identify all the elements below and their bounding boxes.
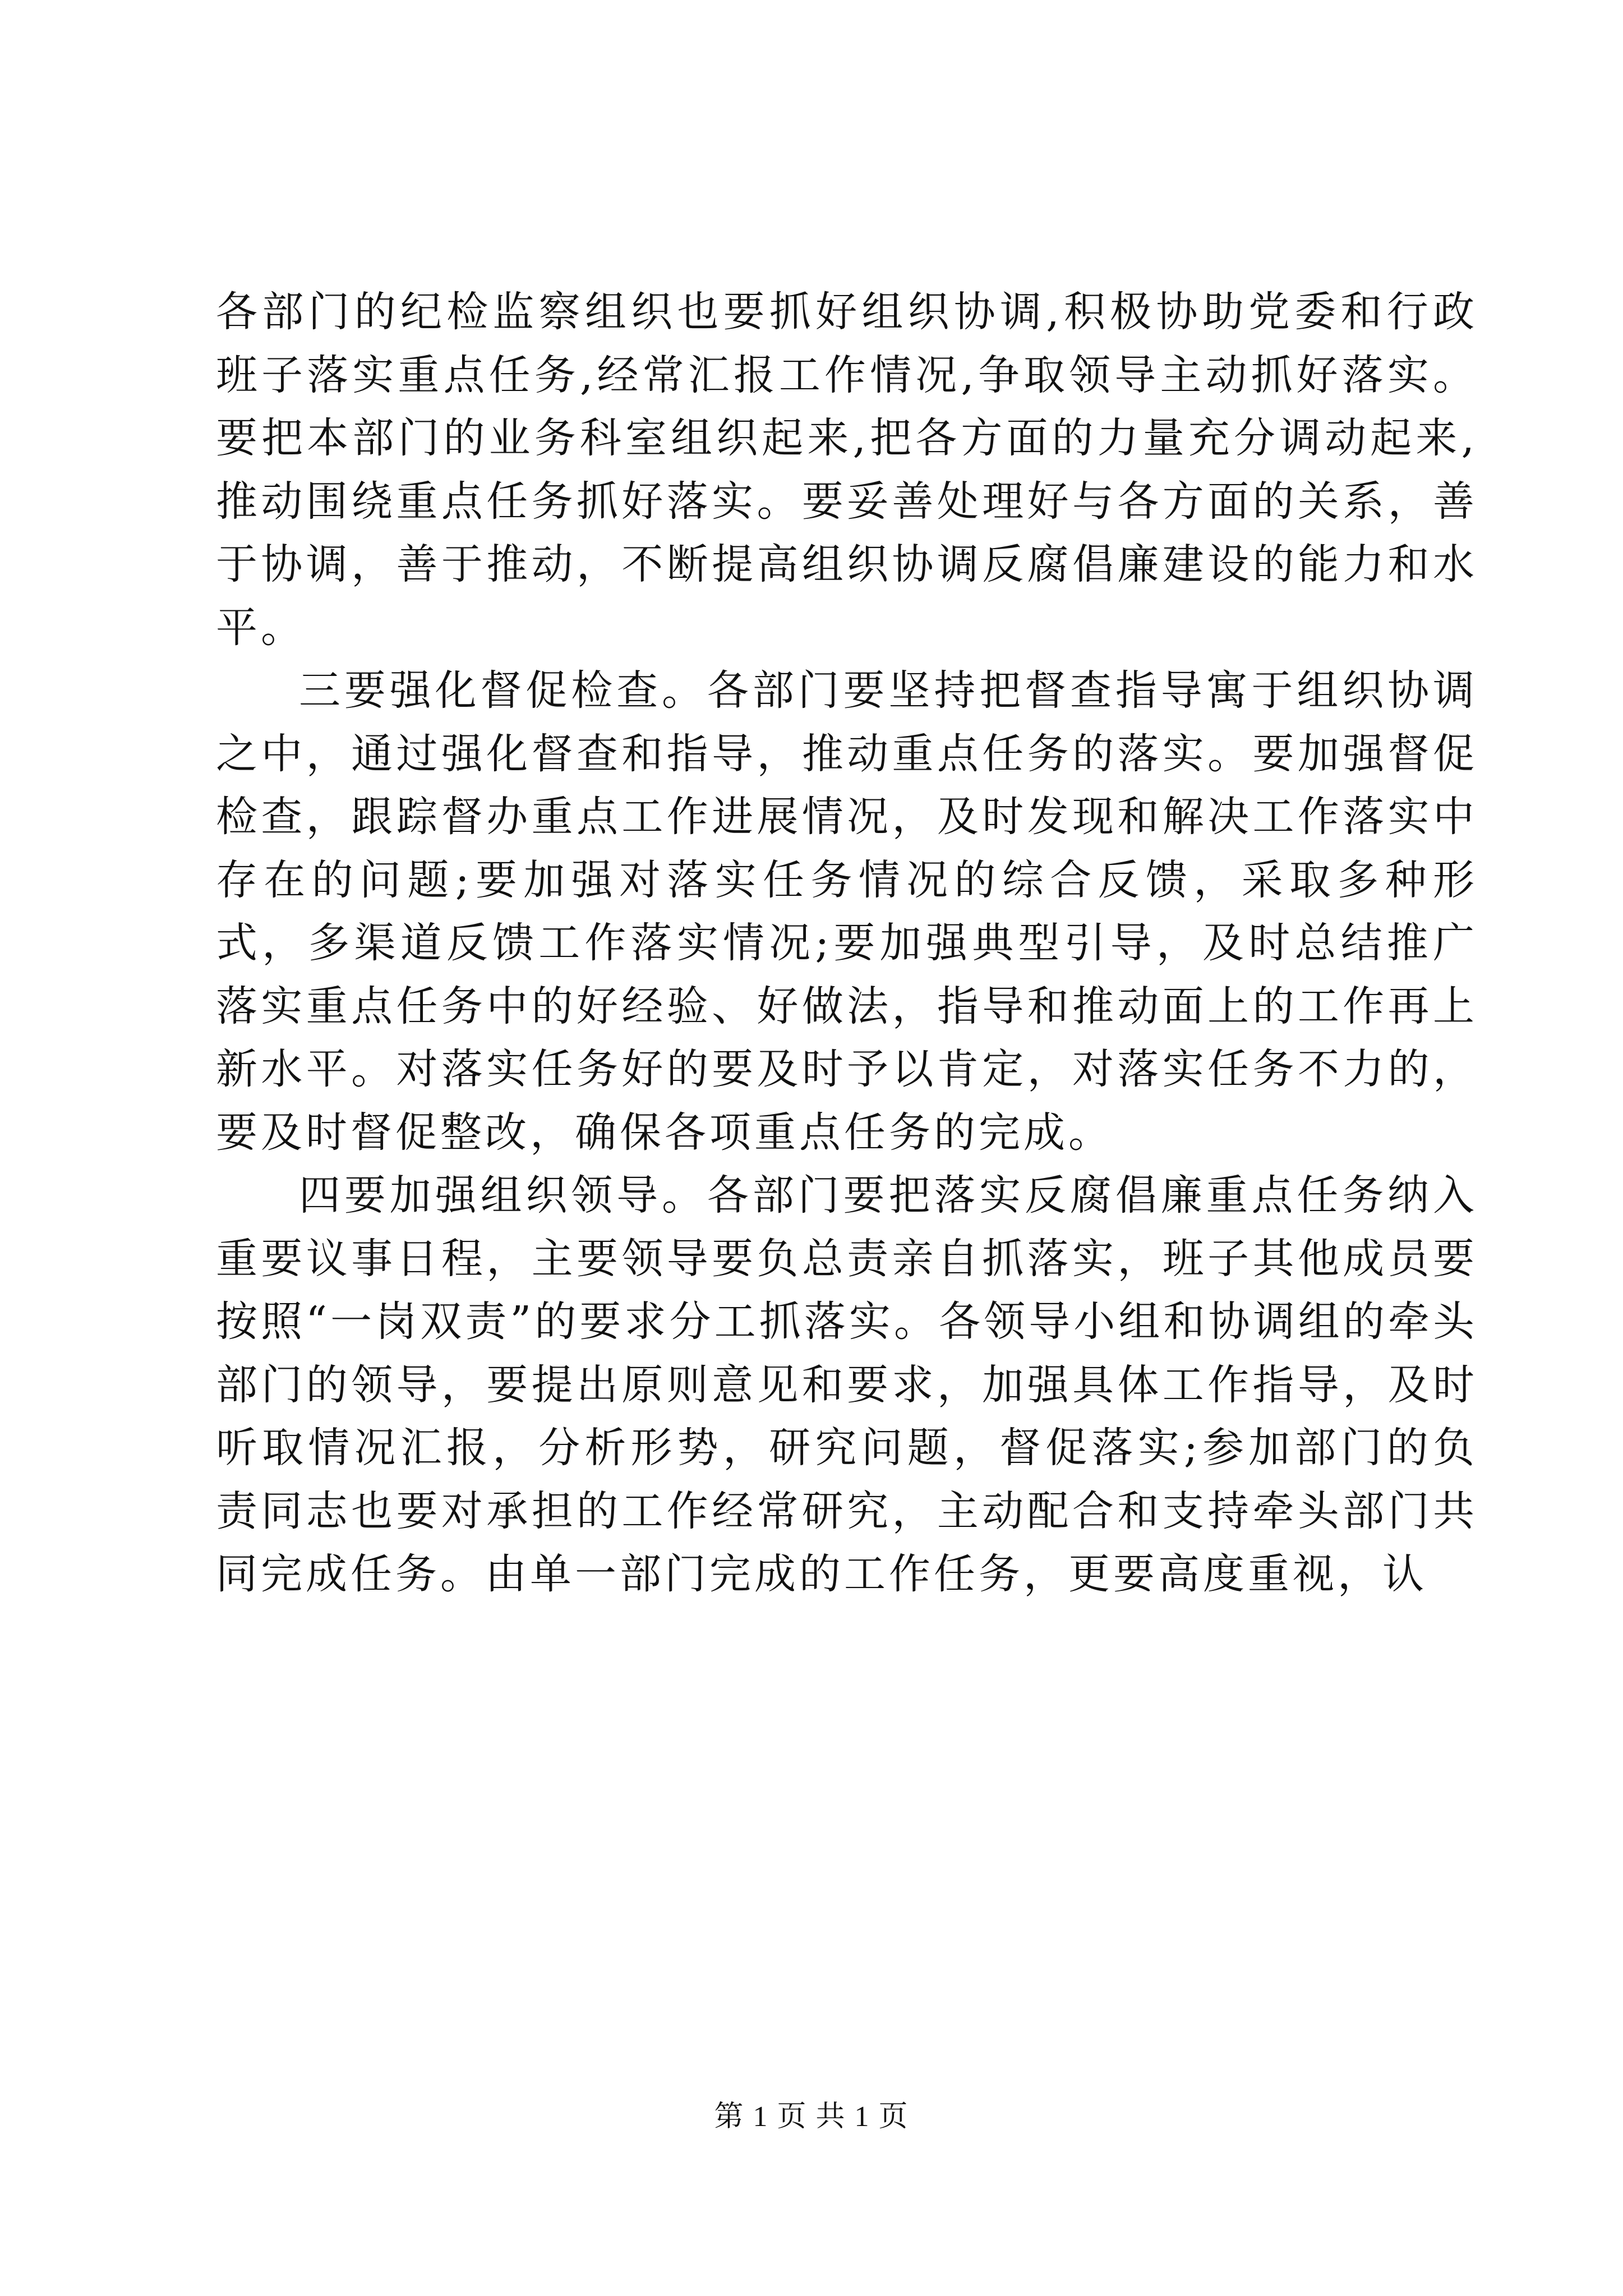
document-body: [216, 280, 1478, 1606]
paragraph-2: 三要强化督促检查。各部门要坚持把督查指导寓于组织协调之中，通过强化督查和指导，推动重点任务的落实。要加强督促检查，跟踪督办重点工作进展情况，及时发现和解决工作落实中存在的问题;要加强对落实任务情况的综合反馈，采取多种形式，多渠道反馈工作落实情况;要加强典型引导，及时总结推广落实重点任务中的好经验、好做法，指导和推动面上的工作再上新水平。对落实任务好的要及时予以肯定，对落实任务不力的，要及时督促整改，确保各项重点任务的完成。: [216, 666, 1478, 1157]
paragraph-3: 四要加强组织领导。各部门要把落实反腐倡廉重点任务纳入重要议事日程，主要领导要负总责亲自抓落实，班子其他成员要按照“一岗双责”的要求分工抓落实。各领导小组和协调组的牵头部门的领导，要提出原则意见和要求，加强具体工作指导，及时听取情况汇报，分析形势，研究问题，督促落实;参加部门的负责同志也要对承担的工作经常研究，主动配合和支持牵头部门共同完成任务。由单一部门完成的工作任务，更要高度重视，认: [216, 1171, 1478, 1598]
page-number-label: 第 1 页 共 1 页: [714, 2101, 909, 2133]
page-footer: [0, 2092, 1623, 2134]
paragraph-1: 各部门的纪检监察组织也要抓好组织协调,积极协助党委和行政班子落实重点任务,经常汇报工作情况,争取领导主动抓好落实。要把本部门的业务科室组织起来,把各方面的力量充分调动起来,推动围绕重点任务抓好落实。要妥善处理好与各方面的关系，善于协调，善于推动，不断提高组织协调反腐倡廉建设的能力和水平。: [216, 288, 1478, 652]
